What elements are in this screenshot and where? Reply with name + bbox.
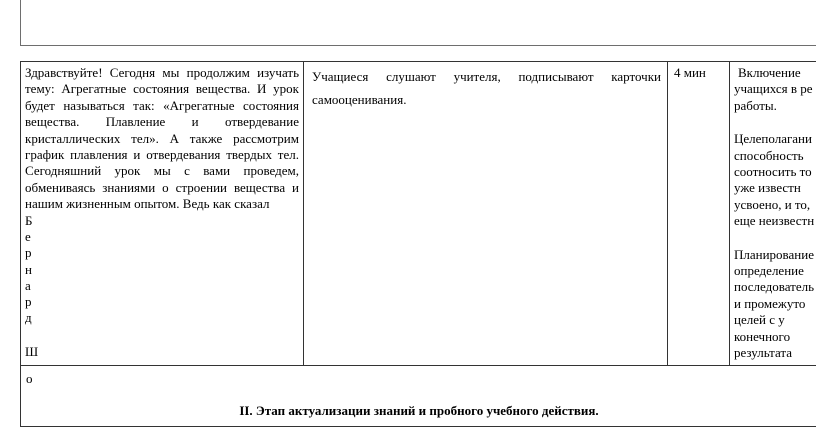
vertical-letter: е — [25, 228, 31, 244]
uud-line: конечного — [734, 328, 791, 344]
uud-line: соотносить то — [734, 164, 812, 180]
uud-cell — [730, 62, 816, 366]
table-row — [21, 365, 816, 426]
vertical-letter-o: о — [26, 370, 33, 386]
vertical-letter: р — [25, 294, 32, 310]
uud-line: Целеполагани — [734, 131, 812, 147]
uud-line: еще неизвестн — [734, 213, 815, 229]
vertical-letter-sh: Ш — [25, 343, 39, 359]
uud-line: Планирование — [734, 246, 814, 262]
uud-line: учащихся в ре — [734, 81, 813, 97]
student-activity-text: Учащиеся слушают учителя, подписывают карточки самооценивания. — [312, 69, 661, 107]
uud-line: и промежуто — [734, 295, 806, 311]
table-row — [21, 62, 816, 366]
teacher-activity-text: Здравствуйте! Сегодня мы продолжим изучать тему: Агрегатные состояния вещества. И урок будет называться так: «Агрегатные состояния вещества. Плавление и отвердевание кристаллических тел». А также рассмотрим график плавления и отвердевания твердых тел. Сегодняшний урок мы с вами проведем, обмениваясь знаниями о строении вещества и нашим жизненным опытом. Ведь как сказал — [25, 65, 299, 212]
student-activity-cell — [304, 62, 668, 366]
uud-line: работы. — [734, 97, 777, 113]
vertical-letter: р — [25, 245, 32, 261]
vertical-letter: н — [25, 261, 32, 277]
uud-line: уже известн — [734, 180, 801, 196]
lesson-plan-table — [20, 61, 816, 427]
uud-line: результата — [734, 345, 793, 361]
vertical-letter: а — [25, 277, 31, 293]
stage-cell — [21, 365, 816, 426]
vertical-letter: д — [25, 310, 32, 326]
stage-heading: II. Этап актуализации знаний и пробного учебного действия. — [239, 402, 599, 418]
time-value: 4 мин — [674, 65, 706, 80]
uud-line: целей с у — [734, 312, 785, 328]
uud-line: способность — [734, 147, 804, 163]
uud-line: определение — [734, 263, 804, 279]
header-box — [20, 0, 816, 46]
vertical-letter: Б — [25, 212, 33, 228]
uud-line: усвоено, и то, — [734, 196, 811, 212]
uud-line: Включение — [738, 65, 801, 80]
uud-line: последователь — [734, 279, 815, 295]
time-cell — [668, 62, 730, 366]
teacher-activity-cell — [21, 62, 304, 366]
